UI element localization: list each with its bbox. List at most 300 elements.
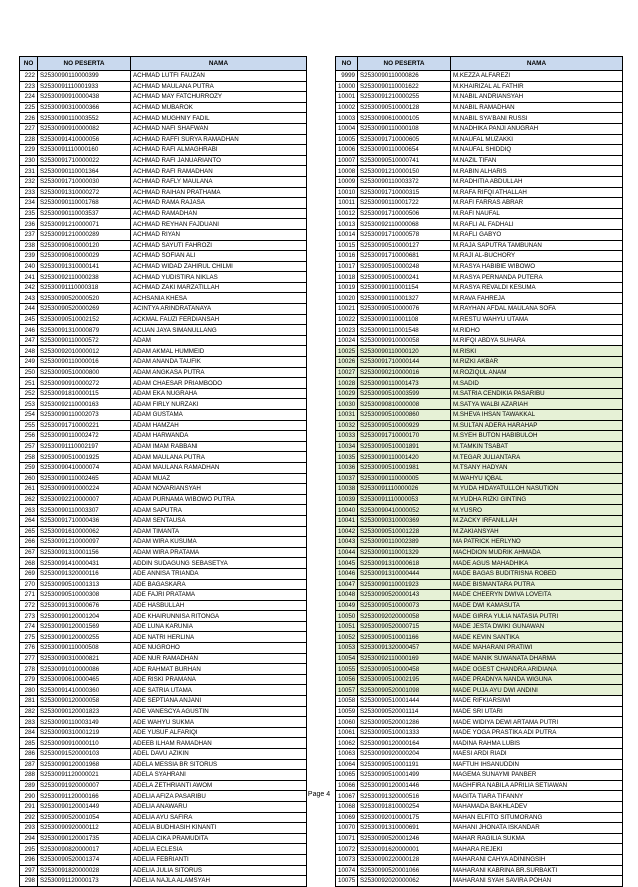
row-no-peserta: S2530090520000143	[358, 590, 451, 601]
right-roster-table	[335, 56, 623, 887]
row-nama: MADE RIFKIARSIWI	[451, 696, 623, 707]
row-no-peserta: S2530090510001925	[38, 452, 131, 463]
table-row	[20, 452, 307, 463]
row-no: 234	[20, 198, 38, 209]
table-row	[20, 261, 307, 272]
table-row	[336, 643, 623, 654]
row-nama: ADE RAHMAT BURHAN	[131, 664, 307, 675]
row-no-peserta: S2530091310000444	[358, 568, 451, 579]
row-no-peserta: S2530090110003537	[38, 208, 131, 219]
row-nama: ADE NUR RAMADHAN	[131, 653, 307, 664]
table-header-row	[20, 57, 307, 71]
table-row	[336, 452, 623, 463]
table-row	[20, 462, 307, 473]
table-row	[336, 441, 623, 452]
row-no: 10031	[336, 410, 358, 421]
table-row	[20, 823, 307, 834]
row-no: 226	[20, 113, 38, 124]
row-no-peserta: S2530090520001098	[358, 685, 451, 696]
row-nama: ADELIA CIKA PRAMUDITA	[131, 833, 307, 844]
table-row	[20, 441, 307, 452]
table-row	[336, 568, 623, 579]
table-row	[20, 738, 307, 749]
row-nama: MADE KEVIN SANTIKA	[451, 632, 623, 643]
row-nama: MADINA RAHMA LUBIS	[451, 738, 623, 749]
row-no-peserta: S2530091710000170	[358, 431, 451, 442]
row-nama: ACKMAL FAUZI FERDIANSAH	[131, 314, 307, 325]
row-no-peserta: S2530091110000026	[358, 484, 451, 495]
row-nama: MADE PUJA AYU DWI ANDINI	[451, 685, 623, 696]
row-no-peserta: S2530090110001768	[38, 198, 131, 209]
row-no: 236	[20, 219, 38, 230]
table-row	[336, 558, 623, 569]
table-row	[336, 166, 623, 177]
row-no: 10075	[336, 876, 358, 887]
row-no-peserta: S2530091010000086	[38, 664, 131, 675]
table-row	[20, 876, 307, 887]
row-nama: ADAM MUAZ	[131, 473, 307, 484]
row-no: 274	[20, 621, 38, 632]
row-no: 252	[20, 388, 38, 399]
row-no-peserta: S2530090610000105	[358, 113, 451, 124]
table-row	[20, 367, 307, 378]
row-no-peserta: S2530090110000016	[38, 357, 131, 368]
table-row	[20, 547, 307, 558]
row-nama: ADAM CHAESAR PRIAMBODO	[131, 378, 307, 389]
row-nama: M.ZACKY IRFANILLAH	[451, 515, 623, 526]
row-no-peserta: S2530090910000224	[38, 484, 131, 495]
row-no: 10005	[336, 134, 358, 145]
row-no: 229	[20, 145, 38, 156]
row-nama: ADELIA ECLESIA	[131, 844, 307, 855]
table-row	[20, 590, 307, 601]
right-table-body	[336, 71, 623, 887]
row-nama: MAHARANI CAHYA ADININGSIH	[451, 854, 623, 865]
row-no: 10027	[336, 367, 358, 378]
row-no: 10064	[336, 759, 358, 770]
table-row	[336, 505, 623, 516]
row-no-peserta: S2530090110001923	[358, 579, 451, 590]
row-no-peserta: S2530090610000120	[38, 240, 131, 251]
row-no-peserta: S2530090120001446	[358, 780, 451, 791]
table-row	[20, 293, 307, 304]
row-nama: M.RIFQI ABDYA SUHARA	[451, 335, 623, 346]
row-no: 255	[20, 420, 38, 431]
row-nama: M.SYEH BUTON HABIBULOH	[451, 431, 623, 442]
header-no: NO	[336, 57, 358, 71]
table-row	[20, 865, 307, 876]
row-no: 268	[20, 558, 38, 569]
row-no-peserta: S2530091210000150	[358, 166, 451, 177]
row-no: 264	[20, 515, 38, 526]
table-row	[336, 579, 623, 590]
row-no-peserta: S2530090410000052	[358, 505, 451, 516]
row-nama: ACHMAD RAMADHAN	[131, 208, 307, 219]
row-no: 10034	[336, 441, 358, 452]
row-no: 10047	[336, 579, 358, 590]
table-row	[20, 643, 307, 654]
row-nama: ADEL DAVU AZIKIN	[131, 749, 307, 760]
row-nama: M.RAFLI GABYO	[451, 229, 623, 240]
table-row	[20, 812, 307, 823]
row-nama: MAHAR RAGILIA SUKMA	[451, 833, 623, 844]
row-no: 295	[20, 844, 38, 855]
row-nama: ADAM ANGKASA PUTRA	[131, 367, 307, 378]
row-nama: ADE NATRI HERLINA	[131, 632, 307, 643]
row-no: 10008	[336, 166, 358, 177]
row-nama: MAHARA REJEKI	[451, 844, 623, 855]
row-no-peserta: S2530090310000821	[38, 653, 131, 664]
row-nama: M.RASYA PERNANDA PUTERA	[451, 272, 623, 283]
row-nama: ADE SATRIA UTAMA	[131, 685, 307, 696]
row-nama: M.WAHYU IQBAL	[451, 473, 623, 484]
table-row	[336, 590, 623, 601]
row-no: 247	[20, 335, 38, 346]
row-no: 10004	[336, 123, 358, 134]
row-no: 288	[20, 770, 38, 781]
table-row	[20, 854, 307, 865]
row-no-peserta: S2530091710000221	[38, 420, 131, 431]
table-row	[20, 113, 307, 124]
row-nama: MAHARANI SYAH SAVIRA POHAN	[451, 876, 623, 887]
row-no: 232	[20, 176, 38, 187]
row-no-peserta: S2530091710000030	[38, 176, 131, 187]
row-nama: M.TEGAR JULIANTARA	[451, 452, 623, 463]
table-row	[336, 367, 623, 378]
table-row	[336, 102, 623, 113]
header-nama: NAMA	[451, 57, 623, 71]
table-row	[336, 357, 623, 368]
row-no: 10009	[336, 176, 358, 187]
table-row	[20, 749, 307, 760]
row-nama: ADAM HARWANDA	[131, 431, 307, 442]
row-no: 10045	[336, 558, 358, 569]
row-no-peserta: S2530091820000028	[38, 865, 131, 876]
row-nama: MADE YOGA PRASTIKA ADI PUTRA	[451, 727, 623, 738]
row-nama: MADE MAHARANI PRATIWI	[451, 643, 623, 654]
row-no: 244	[20, 304, 38, 315]
row-no: 290	[20, 791, 38, 802]
row-nama: MA PATRICK HERLYNO	[451, 537, 623, 548]
table-row	[20, 600, 307, 611]
row-no-peserta: S2530090510000308	[38, 590, 131, 601]
row-no-peserta: S2530091320000516	[358, 791, 451, 802]
table-row	[20, 208, 307, 219]
row-no: 294	[20, 833, 38, 844]
row-no: 10012	[336, 208, 358, 219]
row-no: 10049	[336, 600, 358, 611]
row-no: 242	[20, 282, 38, 293]
table-row	[336, 176, 623, 187]
row-no-peserta: S2530091210000097	[38, 537, 131, 548]
row-no: 10067	[336, 791, 358, 802]
table-row	[20, 304, 307, 315]
row-no-peserta: S2530091410000056	[38, 134, 131, 145]
row-nama: MADE BAGAS BUDITRISNA ROBED	[451, 568, 623, 579]
table-row	[20, 431, 307, 442]
row-no: 230	[20, 155, 38, 166]
row-no: 262	[20, 494, 38, 505]
row-no-peserta: S2530090110000508	[38, 643, 131, 654]
row-no-peserta: S2530091310000676	[38, 600, 131, 611]
row-no-peserta: S2530090520001054	[38, 812, 131, 823]
row-no: 10028	[336, 378, 358, 389]
row-no: 265	[20, 526, 38, 537]
row-nama: ADE VANESCYA AGUSTIN	[131, 706, 307, 717]
table-row	[336, 812, 623, 823]
row-no: 254	[20, 410, 38, 421]
table-row	[20, 537, 307, 548]
table-row	[336, 664, 623, 675]
row-no: 10050	[336, 611, 358, 622]
table-row	[20, 558, 307, 569]
row-no: 240	[20, 261, 38, 272]
row-no: 10068	[336, 801, 358, 812]
row-nama: M.ZAKIANSYAH	[451, 526, 623, 537]
row-no: 10048	[336, 590, 358, 601]
row-no-peserta: S2530090910000272	[38, 378, 131, 389]
row-no: 243	[20, 293, 38, 304]
row-nama: M.TAMKIN TSABAT	[451, 441, 623, 452]
row-nama: M.RIDHO	[451, 325, 623, 336]
table-row	[336, 696, 623, 707]
table-row	[20, 727, 307, 738]
row-no: 231	[20, 166, 38, 177]
row-no: 10066	[336, 780, 358, 791]
row-nama: ACHMAD MAULANA PUTRA	[131, 81, 307, 92]
row-nama: ADE BAGASKARA	[131, 579, 307, 590]
row-no-peserta: S2530091110000053	[358, 494, 451, 505]
table-row	[20, 145, 307, 156]
row-no-peserta: S2530090510002152	[38, 314, 131, 325]
row-no-peserta: S2530090510001499	[358, 770, 451, 781]
row-nama: MAHANI JHONATA ISKANDAR	[451, 823, 623, 834]
row-no-peserta: S2530090510000073	[358, 600, 451, 611]
row-no-peserta: S2530090110001420	[358, 452, 451, 463]
table-row	[20, 335, 307, 346]
row-no-peserta: S2530090520000269	[38, 304, 131, 315]
row-no: 10000	[336, 81, 358, 92]
row-nama: ACHMAD RAMA RAJASA	[131, 198, 307, 209]
row-no-peserta: S2530090510000127	[358, 240, 451, 251]
table-row	[20, 473, 307, 484]
row-no: 10069	[336, 812, 358, 823]
row-no: 258	[20, 452, 38, 463]
row-no-peserta: S2530090110001108	[358, 314, 451, 325]
table-row	[20, 176, 307, 187]
row-no-peserta: S2530091210000289	[38, 229, 131, 240]
row-no: 10044	[336, 547, 358, 558]
table-row	[336, 653, 623, 664]
row-nama: M.NABIL SYA'BANI RUSSI	[451, 113, 623, 124]
row-nama: ACHMAD NAFI SHAFWAN	[131, 123, 307, 134]
row-nama: ADEEB ILHAM RAMADHAN	[131, 738, 307, 749]
table-row	[20, 484, 307, 495]
table-row	[20, 399, 307, 410]
row-no-peserta: S2530090520001374	[38, 854, 131, 865]
row-no-peserta: S2530090120001735	[38, 833, 131, 844]
row-nama: M.TSANY HADYAN	[451, 462, 623, 473]
row-nama: ADE NUGROHO	[131, 643, 307, 654]
row-no-peserta: S2530092110000169	[358, 653, 451, 664]
row-no-peserta: S2530090610000465	[38, 674, 131, 685]
row-no: 10065	[336, 770, 358, 781]
row-no: 10025	[336, 346, 358, 357]
row-no-peserta: S2530090510000800	[38, 367, 131, 378]
row-no-peserta: S2530091310000272	[38, 187, 131, 198]
row-nama: ADAM MAULANA PUTRA	[131, 452, 307, 463]
row-nama: M.NADHIKA PANJI ANUGRAH	[451, 123, 623, 134]
table-row	[336, 155, 623, 166]
row-no-peserta: S2530091810000254	[358, 801, 451, 812]
row-no-peserta: S2530090510001891	[358, 441, 451, 452]
row-no: 287	[20, 759, 38, 770]
row-no: 280	[20, 685, 38, 696]
row-nama: ADE ANNISA TRIANDA	[131, 568, 307, 579]
table-row	[20, 198, 307, 209]
row-nama: ACHMAD ZAKI MARZATILLAH	[131, 282, 307, 293]
row-nama: ACHMAD MUGHNIY FADIL	[131, 113, 307, 124]
table-row	[20, 123, 307, 134]
row-no-peserta: S2530092020000058	[358, 611, 451, 622]
row-no: 272	[20, 600, 38, 611]
row-no: 225	[20, 102, 38, 113]
row-nama: ADELIA ANAWARU	[131, 801, 307, 812]
row-nama: ACHSANIA KHESA	[131, 293, 307, 304]
table-row	[20, 526, 307, 537]
row-nama: ADELIA AFIZA PASARIBU	[131, 791, 307, 802]
row-no-peserta: S2530090510000929	[358, 420, 451, 431]
row-no: 10002	[336, 102, 358, 113]
row-no: 246	[20, 325, 38, 336]
row-no-peserta: S2530090120000164	[358, 738, 451, 749]
row-no: 298	[20, 876, 38, 887]
row-no-peserta: S2530090510000076	[358, 304, 451, 315]
row-no-peserta: S2530090110001364	[38, 166, 131, 177]
row-no: 10024	[336, 335, 358, 346]
row-nama: ADAM GUSTAMA	[131, 410, 307, 421]
table-row	[20, 717, 307, 728]
table-row	[20, 155, 307, 166]
row-no-peserta: S2530090120001449	[38, 801, 131, 812]
row-no-peserta: S2530090510001444	[358, 696, 451, 707]
table-row	[20, 251, 307, 262]
row-nama: M.SHEVA IHSAN TAWAKKAL	[451, 410, 623, 421]
row-nama: ADDIN SUDAGUNG SEBASETYA	[131, 558, 307, 569]
row-no: 10015	[336, 240, 358, 251]
table-row	[336, 198, 623, 209]
row-nama: ADE SEPTIANA ANJANI	[131, 696, 307, 707]
row-no-peserta: S2530090110001154	[358, 282, 451, 293]
table-row	[20, 611, 307, 622]
row-nama: MAESI ARDI RIADI	[451, 749, 623, 760]
row-nama: M.NAUFAL SHIDDIQ	[451, 145, 623, 156]
row-no: 10038	[336, 484, 358, 495]
row-nama: ADAM ANANDA TAUFIK	[131, 357, 307, 368]
row-no: 248	[20, 346, 38, 357]
row-no: 10060	[336, 717, 358, 728]
row-no: 223	[20, 81, 38, 92]
row-no-peserta: S2530090910000082	[38, 123, 131, 134]
row-no: 297	[20, 865, 38, 876]
row-no: 278	[20, 664, 38, 675]
row-no: 10061	[336, 727, 358, 738]
row-no: 275	[20, 632, 38, 643]
table-row	[20, 420, 307, 431]
row-no: 10003	[336, 113, 358, 124]
row-no: 10041	[336, 515, 358, 526]
row-no: 10073	[336, 854, 358, 865]
row-nama: M.RAVA FAHREJA	[451, 293, 623, 304]
row-nama: ADELIA NAJLA ALAMSYAH	[131, 876, 307, 887]
row-no-peserta: S2530090110002073	[38, 410, 131, 421]
row-no-peserta: S2530092020000062	[358, 876, 451, 887]
row-no-peserta: S2530091710000578	[358, 229, 451, 240]
row-nama: M.RASYA HABIBIE WIBOWO	[451, 261, 623, 272]
row-no: 10054	[336, 653, 358, 664]
table-row	[336, 706, 623, 717]
table-row	[336, 749, 623, 760]
row-nama: ADE LUNA KARUNIA	[131, 621, 307, 632]
row-no: 283	[20, 717, 38, 728]
row-nama: ADELIA BUDHIASIH KINANTI	[131, 823, 307, 834]
table-row	[20, 674, 307, 685]
table-row	[336, 272, 623, 283]
row-nama: M.SADID	[451, 378, 623, 389]
row-no: 10046	[336, 568, 358, 579]
row-nama: ACHMAD SOFIAN ALI	[131, 251, 307, 262]
row-no: 10013	[336, 219, 358, 230]
table-row	[336, 494, 623, 505]
row-no: 10030	[336, 399, 358, 410]
row-no-peserta: S2530091310000879	[38, 325, 131, 336]
row-no: 10026	[336, 357, 358, 368]
row-no: 10043	[336, 537, 358, 548]
table-row	[20, 219, 307, 230]
row-nama: ADAM WIRA KUSUMA	[131, 537, 307, 548]
row-no-peserta: S2530091310001156	[38, 547, 131, 558]
row-no-peserta: S2530091710000144	[358, 357, 451, 368]
row-no: 263	[20, 505, 38, 516]
row-no-peserta: S2530091120000021	[38, 770, 131, 781]
row-no-peserta: S2530092110000163	[38, 399, 131, 410]
row-no-peserta: S2530090110001329	[358, 547, 451, 558]
row-no-peserta: S2530090510001313	[38, 579, 131, 590]
row-nama: MAHAMADA BAKHLADEV	[451, 801, 623, 812]
row-no-peserta: S2530090610000029	[38, 251, 131, 262]
table-row	[336, 632, 623, 643]
table-row	[336, 282, 623, 293]
header-no-peserta: NO PESERTA	[358, 57, 451, 71]
table-row	[336, 388, 623, 399]
row-no-peserta: S2530091710000436	[38, 515, 131, 526]
row-no: 289	[20, 780, 38, 791]
row-no-peserta: S2530091810000115	[38, 388, 131, 399]
row-no-peserta: S2530090110000572	[38, 335, 131, 346]
table-row	[20, 664, 307, 675]
table-row	[20, 770, 307, 781]
row-nama: MACHDION MUDRIK AHMADA	[451, 547, 623, 558]
row-no-peserta: S2530090510000248	[358, 261, 451, 272]
table-row	[336, 759, 623, 770]
table-row	[20, 494, 307, 505]
row-no-peserta: S2530090120000255	[38, 632, 131, 643]
row-no-peserta: S2530091410000360	[38, 685, 131, 696]
header-no-peserta: NO PESERTA	[38, 57, 131, 71]
row-no: 282	[20, 706, 38, 717]
table-row	[336, 346, 623, 357]
row-no-peserta: S2530090110002472	[38, 431, 131, 442]
